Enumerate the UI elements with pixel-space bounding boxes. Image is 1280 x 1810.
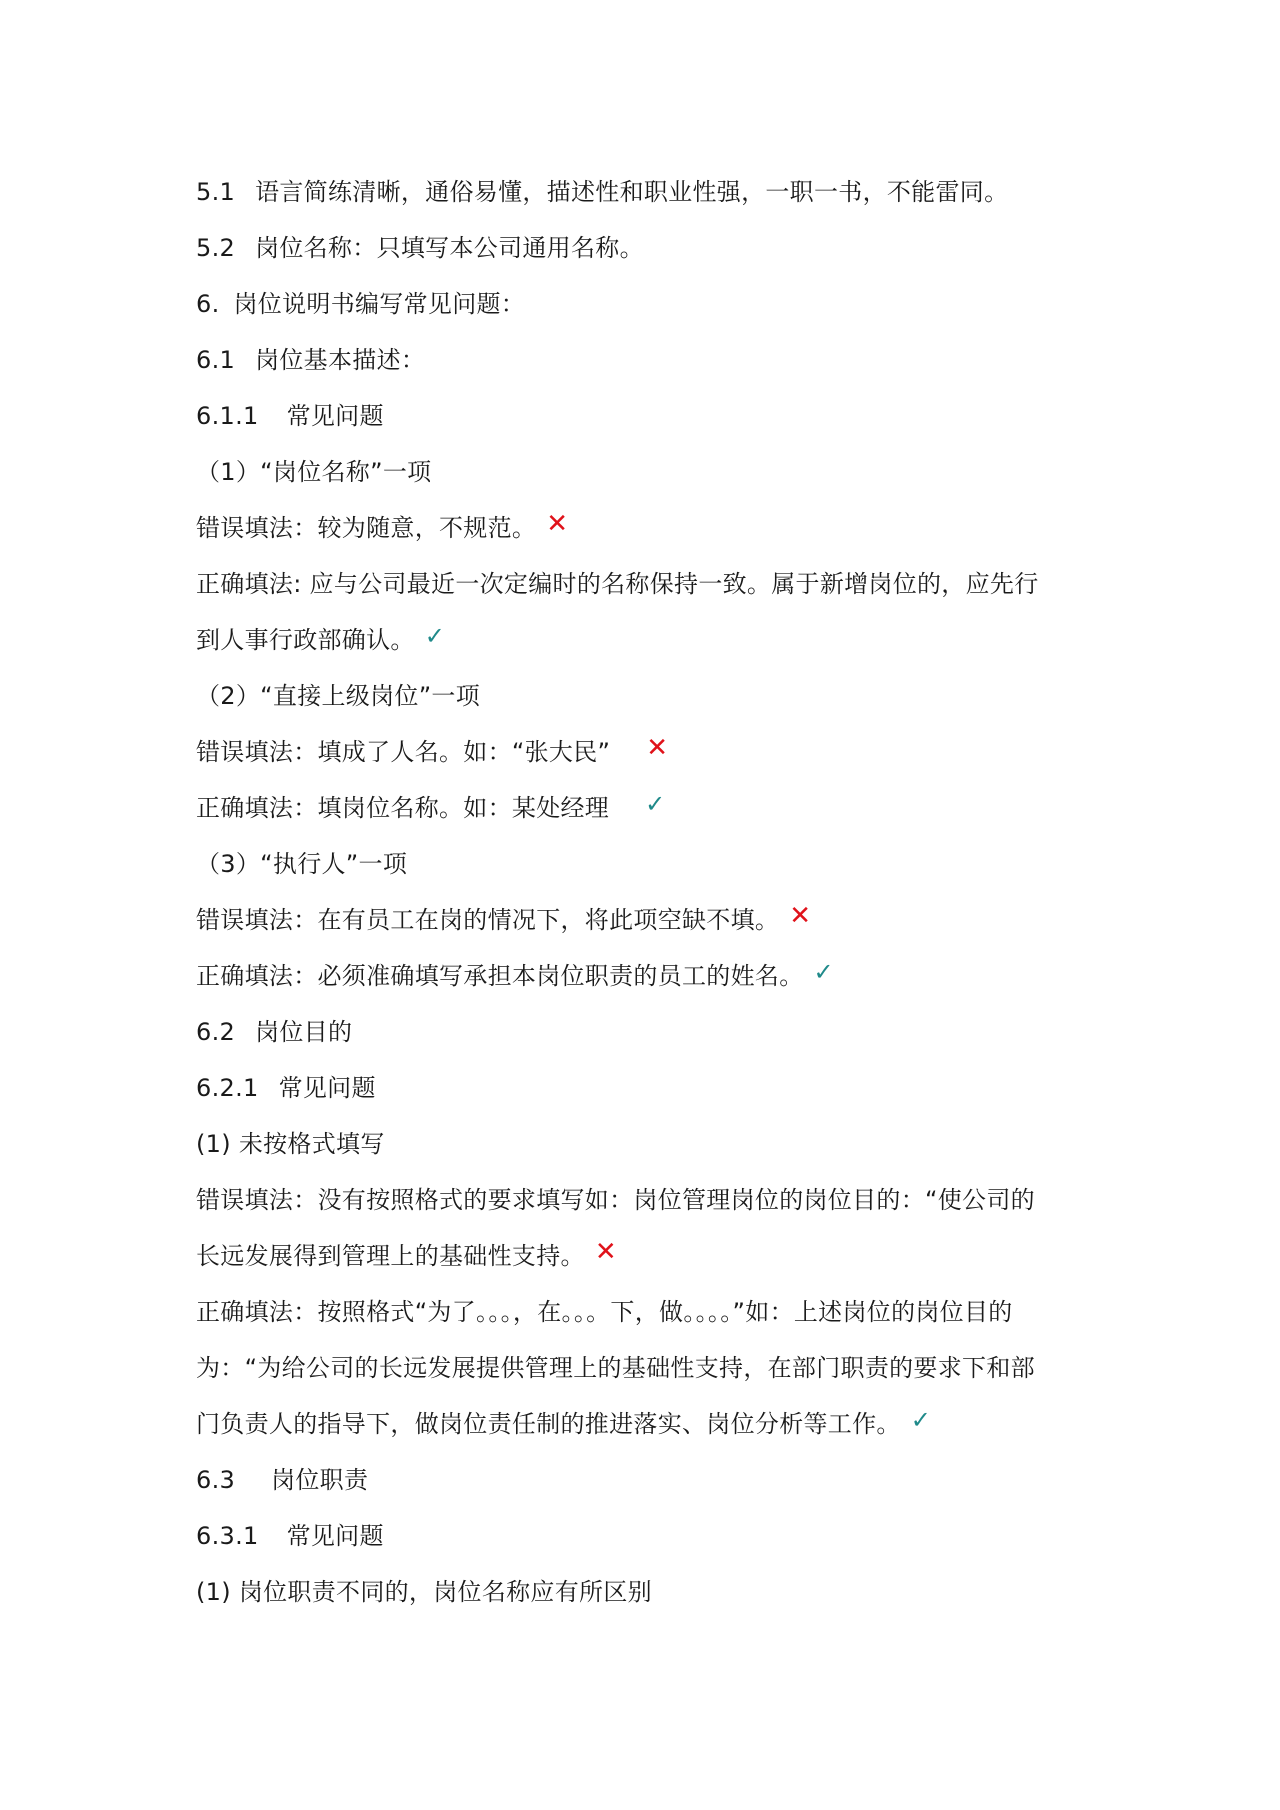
item-heading-text: (1) 岗位职责不同的，岗位名称应有所区别 bbox=[196, 1578, 652, 1606]
wrong-example-text: 错误填法：较为随意，不规范。 bbox=[196, 514, 537, 542]
section-6-1 bbox=[196, 345, 1096, 375]
section-5-2 bbox=[196, 233, 1096, 263]
item-heading-text: （3）“执行人”一项 bbox=[196, 850, 408, 878]
correct-example-text: 到人事行政部确认。 bbox=[196, 626, 415, 654]
wrong-example-3 bbox=[196, 901, 1096, 935]
wrong-x-icon: ✕ bbox=[594, 1237, 617, 1267]
section-6-3-1 bbox=[196, 1521, 1096, 1551]
section-number: 5.2 bbox=[196, 234, 236, 262]
section-text: 岗位说明书编写常见问题： bbox=[233, 290, 526, 318]
section-text: 岗位目的 bbox=[255, 1018, 353, 1046]
section-6-heading bbox=[196, 289, 1096, 319]
wrong-example-4-line-2 bbox=[196, 1237, 1096, 1271]
correct-example-text: 正确填法：填岗位名称。如：某处经理 bbox=[196, 794, 610, 822]
wrong-example-text: 错误填法：在有员工在岗的情况下，将此项空缺不填。 bbox=[196, 906, 780, 934]
wrong-example-4-line-1 bbox=[196, 1185, 1096, 1215]
wrong-example-text: 错误填法：填成了人名。如：“张大民” bbox=[196, 738, 611, 766]
item-1-duties-heading bbox=[196, 1577, 1096, 1607]
section-6-3 bbox=[196, 1465, 1096, 1495]
section-5-1 bbox=[196, 177, 1096, 207]
wrong-example-1 bbox=[196, 509, 1096, 543]
wrong-x-icon: ✕ bbox=[546, 509, 569, 539]
wrong-x-icon: ✕ bbox=[789, 901, 812, 931]
right-check-icon: ✓ bbox=[910, 1406, 932, 1434]
section-text: 岗位基本描述： bbox=[255, 346, 426, 374]
item-heading-text: (1) 未按格式填写 bbox=[196, 1130, 385, 1158]
wrong-x-icon: ✕ bbox=[646, 733, 669, 763]
right-check-icon: ✓ bbox=[813, 958, 834, 986]
section-6-1-1 bbox=[196, 401, 1096, 431]
section-number: 6.2 bbox=[196, 1018, 236, 1046]
section-number: 6.1 bbox=[196, 346, 236, 374]
item-1-heading bbox=[196, 457, 1096, 487]
section-text: 语言简练清晰，通俗易懂，描述性和职业性强，一职一书，不能雷同。 bbox=[255, 178, 1009, 206]
section-number: 6.3 bbox=[196, 1466, 236, 1494]
section-6-2-1 bbox=[196, 1073, 1096, 1103]
section-number: 6.1.1 bbox=[196, 402, 259, 430]
correct-example-text: 为：“为给公司的长远发展提供管理上的基础性支持，在部门职责的要求下和部 bbox=[196, 1354, 1035, 1382]
section-text: 岗位名称：只填写本公司通用名称。 bbox=[255, 234, 644, 262]
section-number: 6.2.1 bbox=[196, 1074, 259, 1102]
correct-example-4-line-1 bbox=[196, 1297, 1096, 1327]
section-number: 6.3.1 bbox=[196, 1522, 259, 1550]
right-check-icon: ✓ bbox=[424, 622, 446, 650]
correct-example-3 bbox=[196, 958, 1096, 991]
section-text: 岗位职责 bbox=[271, 1466, 369, 1494]
section-text: 常见问题 bbox=[286, 1522, 384, 1550]
correct-example-text: 正确填法：必须准确填写承担本岗位职责的员工的姓名。 bbox=[196, 962, 804, 990]
correct-example-4-line-3 bbox=[196, 1406, 1096, 1439]
correct-example-1-line-2 bbox=[196, 622, 1096, 655]
correct-example-1-line-1 bbox=[196, 569, 1096, 599]
correct-example-text: 正确填法：按照格式“为了。。。，在。。。下，做。。。。”如：上述岗位的岗位目的 bbox=[196, 1298, 1013, 1326]
correct-example-2 bbox=[196, 790, 1096, 823]
item-2-heading bbox=[196, 681, 1096, 711]
section-number: 5.1 bbox=[196, 178, 236, 206]
correct-example-text: 门负责人的指导下，做岗位责任制的推进落实、岗位分析等工作。 bbox=[196, 1410, 901, 1438]
item-3-heading bbox=[196, 849, 1096, 879]
section-text: 常见问题 bbox=[286, 402, 384, 430]
wrong-example-2 bbox=[196, 733, 1096, 767]
correct-example-4-line-2 bbox=[196, 1353, 1096, 1383]
section-6-2 bbox=[196, 1017, 1096, 1047]
item-heading-text: （2）“直接上级岗位”一项 bbox=[196, 682, 481, 710]
section-text: 常见问题 bbox=[278, 1074, 376, 1102]
item-1-format-heading bbox=[196, 1129, 1096, 1159]
right-check-icon: ✓ bbox=[645, 790, 666, 818]
item-heading-text: （1）“岗位名称”一项 bbox=[196, 458, 432, 486]
wrong-example-text: 长远发展得到管理上的基础性支持。 bbox=[196, 1242, 585, 1270]
correct-example-text: 正确填法: 应与公司最近一次定编时的名称保持一致。属于新增岗位的，应先行 bbox=[196, 570, 1039, 598]
section-number: 6. bbox=[196, 290, 220, 318]
wrong-example-text: 错误填法：没有按照格式的要求填写如：岗位管理岗位的岗位目的：“使公司的 bbox=[196, 1186, 1035, 1214]
